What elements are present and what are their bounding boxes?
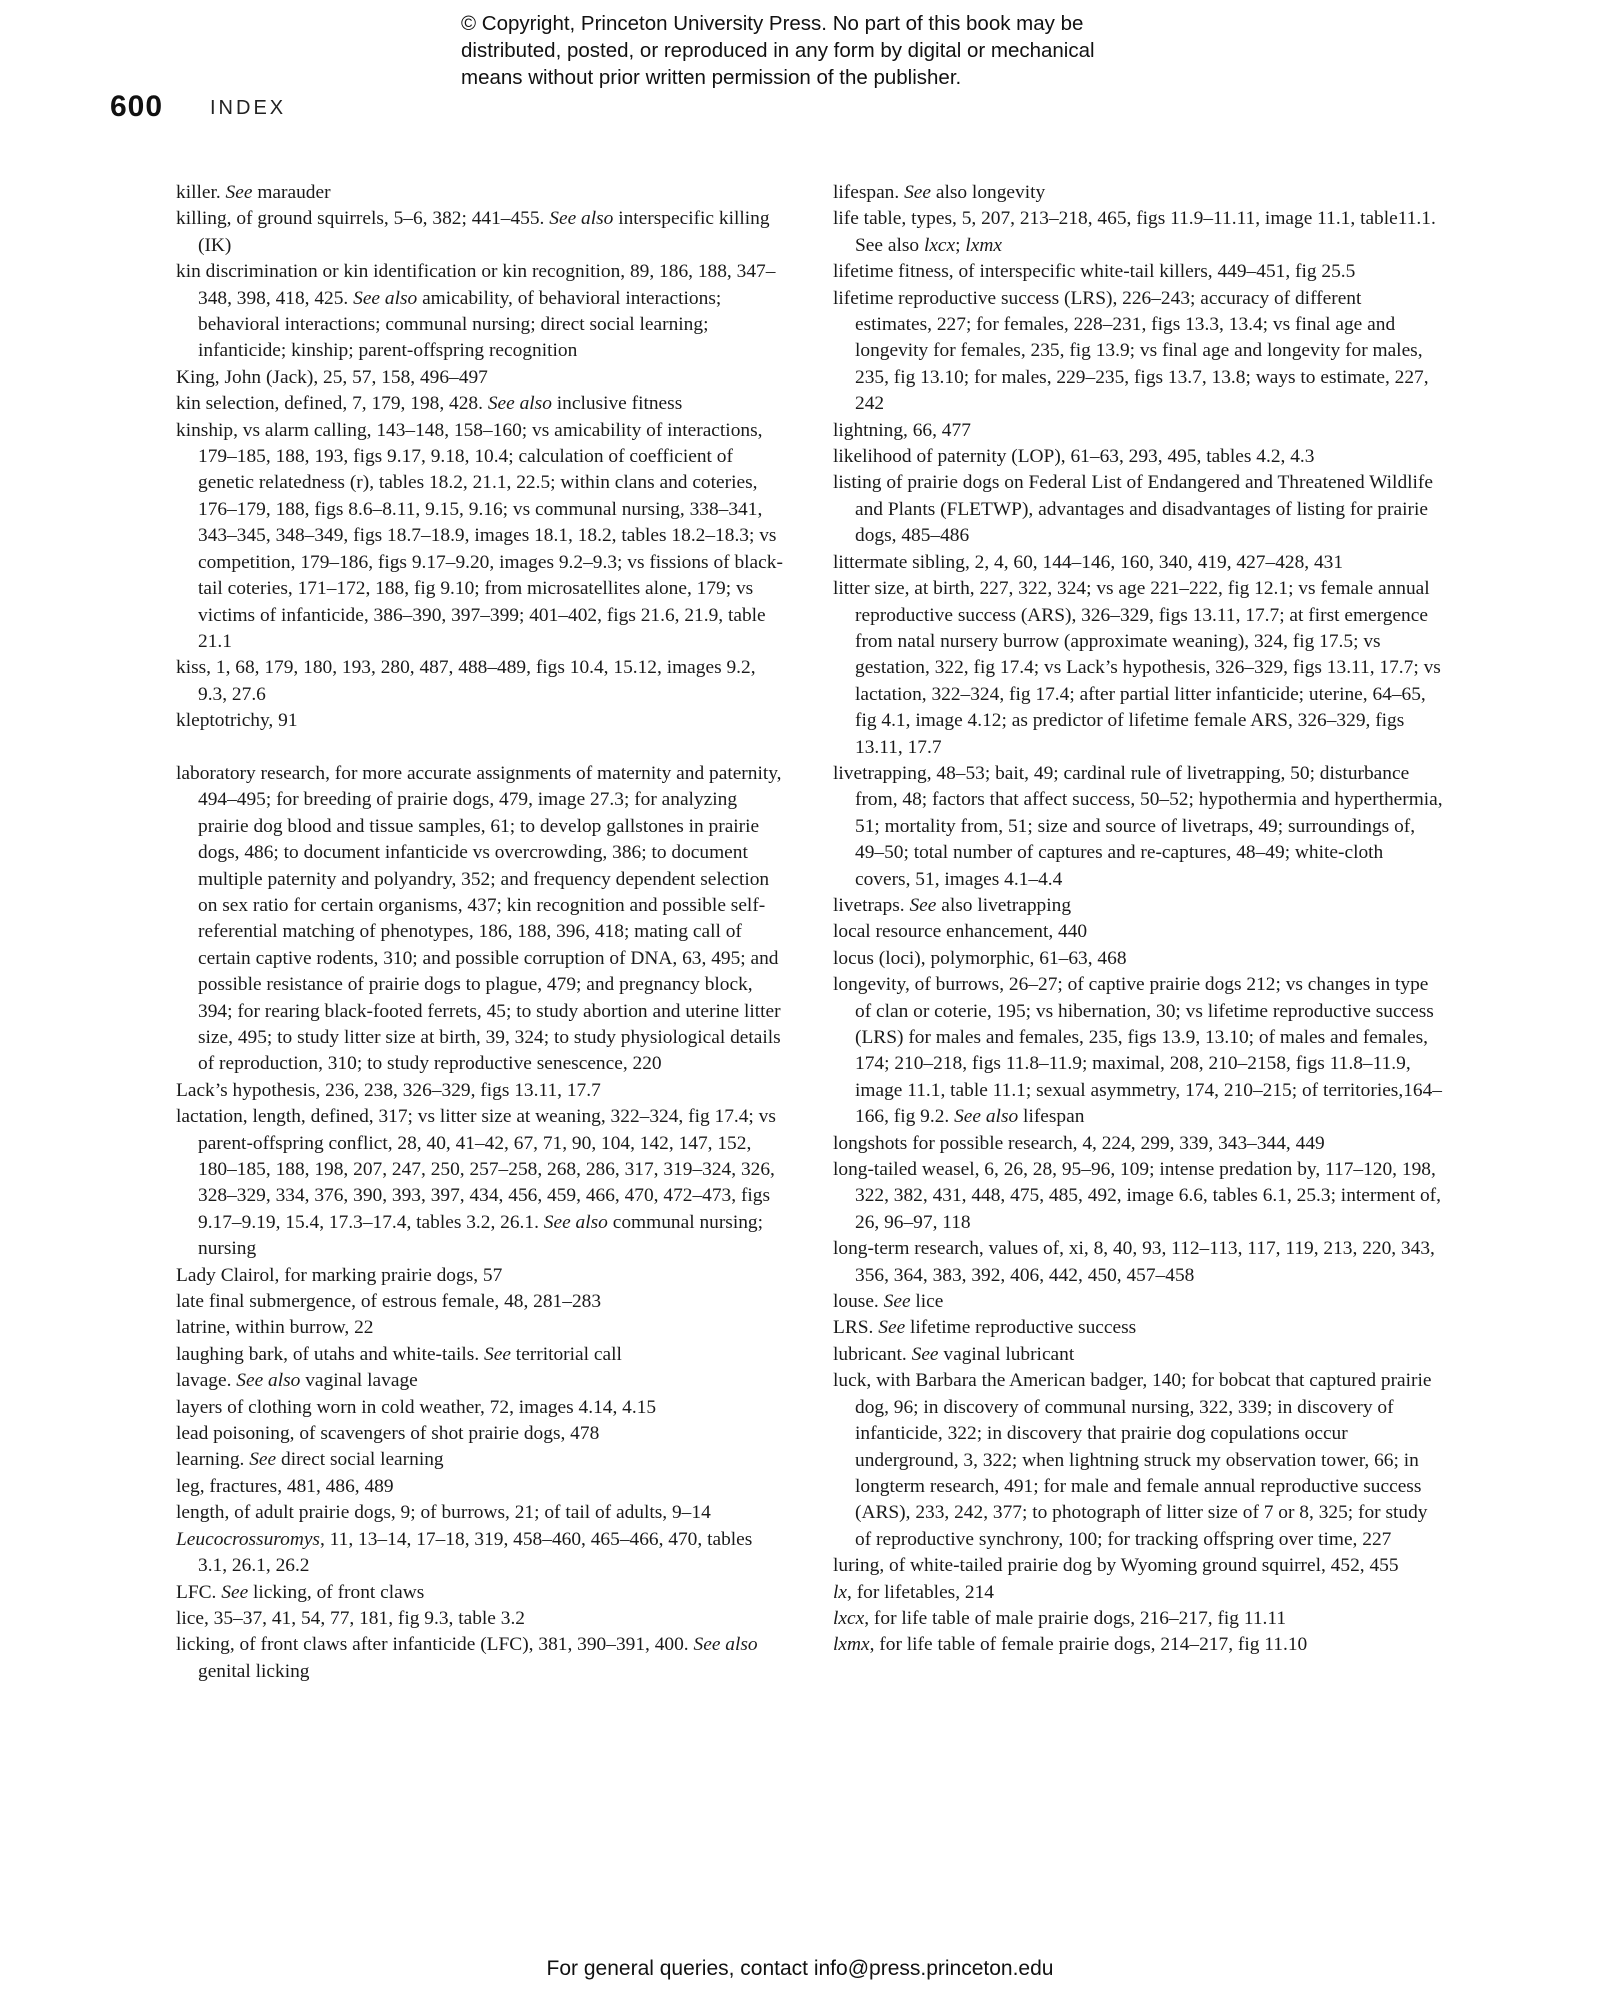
section-gap [176, 735, 786, 761]
index-entry: litter size, at birth, 227, 322, 324; vs age 221–222, fig 12.1; vs female annual reproductive success (ARS), 326–329, figs 13.11, 17.7; at first emergence from natal nursery burrow (approximate weaning), 324, fig 17.5; vs gestation, 322, fig 17.4; vs Lack’s hypothesis, 326–329, figs 13.11, 17.7; vs lactation, 322–324, fig 17.4; after partial litter infanticide; uterine, 64–65, fig 4.1, image 4.12; as predictor of lifetime female ARS, 326–329, figs 13.11, 17.7 [833, 578, 1441, 758]
index-entry: lavage. See also vaginal lavage [176, 1370, 418, 1392]
index-entry: long-tailed weasel, 6, 26, 28, 95–96, 109; intense predation by, 117–120, 198, 322, 382, 431, 448, 475, 485, 492, image 6.6, tables 6.1, 25.3; interment of, 26, 96–97, 118 [833, 1159, 1441, 1233]
index-entry: learning. See direct social learning [176, 1449, 444, 1471]
index-entry: latrine, within burrow, 22 [176, 1317, 374, 1339]
index-entry: LRS. See lifetime reproductive success [833, 1317, 1137, 1339]
index-entry: lactation, length, defined, 317; vs litter size at weaning, 322–324, fig 17.4; vs parent-offspring conflict, 28, 40, 41–42, 67, 71, 90, 104, 142, 147, 152, 180–185, 188, 198, 207, 247, 250, 257–258, 268, 286, 317, 319–324, 326, 328–329, 334, 376, 390, 393, 397, 434, 456, 459, 466, 470, 472–473, figs 9.17–9.19, 15.4, 17.3–17.4, tables 3.2, 26.1. See also communal nursing; nursing [176, 1106, 776, 1260]
index-entry: kin selection, defined, 7, 179, 198, 428. See also inclusive fitness [176, 393, 683, 415]
index-entry: Leucocrossuromys, 11, 13–14, 17–18, 319, 458–460, 465–466, 470, tables 3.1, 26.1, 26.2 [176, 1528, 753, 1577]
index-entry: LFC. See licking, of front claws [176, 1581, 425, 1603]
running-head: INDEX [210, 97, 287, 119]
index-entry: length, of adult prairie dogs, 9; of burrows, 21; of tail of adults, 9–14 [176, 1502, 711, 1524]
index-entry: killer. See marauder [176, 182, 331, 203]
index-entry: King, John (Jack), 25, 57, 158, 496–497 [176, 366, 488, 388]
index-entry: lxmx, for life table of female prairie dogs, 214–217, fig 11.10 [833, 1634, 1308, 1656]
index-entry: lxcx, for life table of male prairie dogs, 216–217, fig 11.11 [833, 1607, 1287, 1629]
index-entry: luring, of white-tailed prairie dog by Wyoming ground squirrel, 452, 455 [833, 1555, 1399, 1577]
copyright-line: © Copyright, Princeton University Press. No part of this book may be [461, 12, 1084, 35]
index-entry: life table, types, 5, 207, 213–218, 465, figs 11.9–11.11, image 11.1, table11.1. See also lxcx; lxmx [833, 208, 1436, 256]
index-entry: lifetime reproductive success (LRS), 226–243; accuracy of different estimates, 227; for females, 228–231, figs 13.3, 13.4; vs final age and longevity for females, 235, fig 13.9; vs final age and longevity for males, 235, fig 13.10; for males, 229–235, figs 13.7, 13.8; ways to estimate, 227, 242 [833, 287, 1429, 415]
index-entry: local resource enhancement, 440 [833, 921, 1088, 943]
index-entry: longevity, of burrows, 26–27; of captive prairie dogs 212; vs changes in type of clan or coterie, 195; vs hibernation, 30; vs lifetime reproductive success (LRS) for males and females, 235, figs 13.9, 13.10; of males and females, 174; 210–218, figs 11.8–11.9; maximal, 208, 210–2158, figs 11.8–11.9, image 11.1, table 11.1; sexual asymmetry, 174, 210–215; of territories,164–166, fig 9.2. See also lifespan [833, 974, 1442, 1128]
index-entry: lubricant. See vaginal lubricant [833, 1343, 1075, 1365]
index-column-right [833, 180, 1443, 1659]
index-entry: luck, with Barbara the American badger, 140; for bobcat that captured prairie dog, 96; in discovery of communal nursing, 322, 339; in discovery of infanticide, 322; in discovery that prairie dog copulations occur underground, 3, 322; when lightning struck my observation tower, 66; in longterm research, 491; for male and female annual reproductive success (ARS), 233, 242, 377; to photograph of litter size of 7 or 8, 325; for study of reproductive synchrony, 100; for tracking offspring over time, 227 [833, 1370, 1432, 1550]
index-entry: littermate sibling, 2, 4, 60, 144–146, 160, 340, 419, 427–428, 431 [833, 551, 1344, 573]
index-entry: listing of prairie dogs on Federal List of Endangered and Threatened Wildlife and Plants (FLETWP), advantages and disadvantages of listing for prairie dogs, 485–486 [833, 472, 1433, 547]
index-entry: kleptotrichy, 91 [176, 710, 298, 732]
copyright-line: means without prior written permission of the publisher. [461, 66, 962, 89]
index-entry: kiss, 1, 68, 179, 180, 193, 280, 487, 488–489, figs 10.4, 15.12, images 9.2, 9.3, 27.6 [176, 657, 756, 705]
index-entry: licking, of front claws after infanticide (LFC), 381, 390–391, 400. See also genital licking [176, 1634, 758, 1682]
index-entry: killing, of ground squirrels, 5–6, 382; 441–455. See also interspecific killing (IK) [176, 208, 770, 256]
index-entry: Lady Clairol, for marking prairie dogs, 57 [176, 1264, 503, 1286]
index-entry: lifespan. See also longevity [833, 182, 1046, 203]
index-entry: long-term research, values of, xi, 8, 40, 93, 112–113, 117, 119, 213, 220, 343, 356, 364, 383, 392, 406, 442, 450, 457–458 [833, 1238, 1435, 1286]
index-entry: louse. See lice [833, 1291, 944, 1313]
index-entry: kinship, vs alarm calling, 143–148, 158–160; vs amicability of interactions, 179–185, 188, 193, figs 9.17, 9.18, 10.4; calculation of coefficient of genetic relatedness (r), tables 18.2, 21.1, 22.5; within clans and coteries, 176–179, 188, figs 8.6–8.11, 9.15, 9.16; vs communal nursing, 338–341, 343–345, 348–349, figs 18.7–18.9, images 18.1, 18.2, tables 18.2–18.3; vs competition, 179–186, figs 9.17–9.20, images 9.2–9.3; vs fissions of black-tail coteries, 171–172, 188, fig 9.10; from microsatellites alone, 179; vs victims of infanticide, 386–390, 397–399; 401–402, figs 21.6, 21.9, table 21.1 [176, 419, 783, 652]
index-entry: Lack’s hypothesis, 236, 238, 326–329, figs 13.11, 17.7 [176, 1079, 601, 1101]
index-entry: lifetime fitness, of interspecific white-tail killers, 449–451, fig 25.5 [833, 261, 1356, 283]
copyright-notice [461, 10, 1221, 91]
index-entry: layers of clothing worn in cold weather, 72, images 4.14, 4.15 [176, 1396, 657, 1418]
index-entry: lightning, 66, 477 [833, 419, 971, 441]
index-entry: likelihood of paternity (LOP), 61–63, 293, 495, tables 4.2, 4.3 [833, 446, 1315, 468]
index-entry: lx, for lifetables, 214 [833, 1581, 995, 1603]
index-entry: lice, 35–37, 41, 54, 77, 181, fig 9.3, table 3.2 [176, 1607, 525, 1629]
index-entry: kin discrimination or kin identification or kin recognition, 89, 186, 188, 347–348, 398, 418, 425. See also amicability, of behavioral interactions; behavioral interactions; communal nursing; direct social learning; infanticide; kinship; parent-offspring recognition [176, 261, 776, 362]
index-entry: livetrapping, 48–53; bait, 49; cardinal rule of livetrapping, 50; disturbance from, 48; factors that affect success, 50–52; hypothermia and hyperthermia, 51; mortality from, 51; size and source of livetraps, 49; surroundings of, 49–50; total number of captures and re-captures, 48–49; white-cloth covers, 51, images 4.1–4.4 [833, 762, 1443, 890]
index-column-left [176, 180, 786, 1685]
index-entry: laboratory research, for more accurate assignments of maternity and paternity, 494–495; for breeding of prairie dogs, 479, image 27.3; for analyzing prairie dog blood and tissue samples, 61; to develop gallstones in prairie dogs, 486; to document infanticide vs overcrowding, 386; to document multiple paternity and polyandry, 352; and frequency dependent selection on sex ratio for certain organisms, 437; kin recognition and possible self-referential matching of phenotypes, 186, 188, 396, 418; mating call of certain captive rodents, 310; and possible corruption of DNA, 63, 495; and possible resistance of prairie dogs to plague, 479; and pregnancy block, 394; for rearing black-footed ferrets, 45; to study abortion and uterine litter size, 495; to study litter size at birth, 39, 324; to study physiological details of reproduction, 310; to study reproductive senescence, 220 [176, 762, 782, 1075]
copyright-line: distributed, posted, or reproduced in any form by digital or mechanical [461, 39, 1095, 62]
footer-contact: For general queries, contact info@press.princeton.edu [546, 1957, 1054, 1980]
index-entry: late final submergence, of estrous female, 48, 281–283 [176, 1291, 602, 1313]
index-entry: lead poisoning, of scavengers of shot prairie dogs, 478 [176, 1423, 600, 1445]
page-number: 600 [110, 90, 164, 123]
index-entry: laughing bark, of utahs and white-tails. See territorial call [176, 1343, 622, 1365]
index-entry: livetraps. See also livetrapping [833, 894, 1072, 916]
index-entry: leg, fractures, 481, 486, 489 [176, 1475, 394, 1497]
index-entry: longshots for possible research, 4, 224, 299, 339, 343–344, 449 [833, 1132, 1325, 1154]
index-entry: locus (loci), polymorphic, 61–63, 468 [833, 947, 1127, 969]
